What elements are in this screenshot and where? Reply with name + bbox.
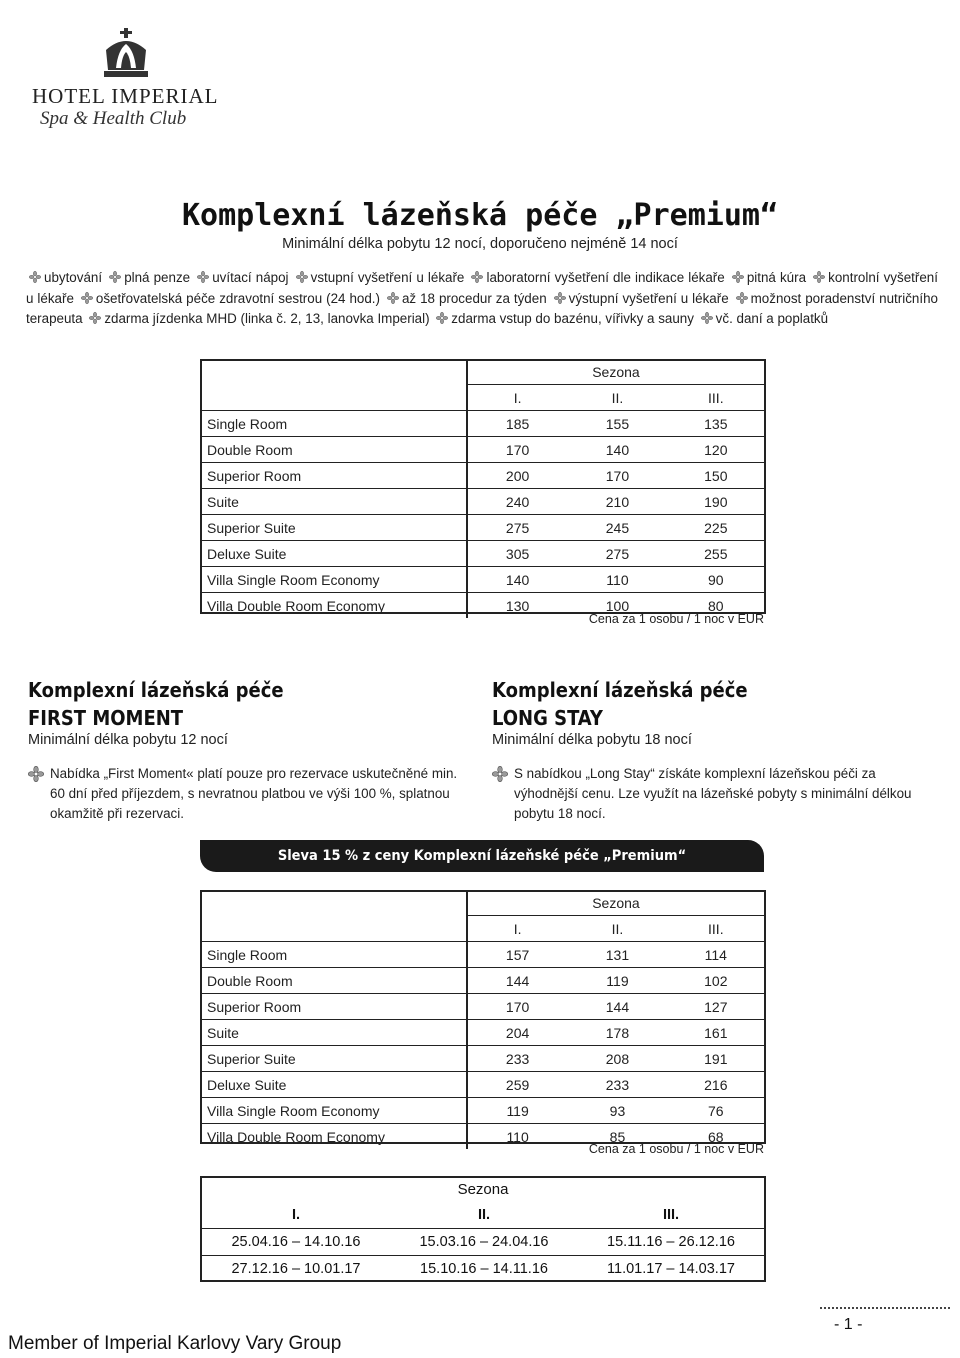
feature-item: plná penze (124, 270, 191, 285)
seasons-table-label: Sezona (457, 1180, 509, 1198)
price-cell: 140 (567, 437, 667, 463)
first-moment-min-stay: Minimální délka pobytu 12 nocí (28, 732, 228, 748)
room-type: Superior Room (202, 994, 467, 1020)
feature-item: vstupní vyšetření u lékaře (310, 270, 465, 285)
flower-bullet-icon (197, 271, 209, 283)
long-stay-text: S nabídkou „Long Stay“ získáte komplexní lázeňskou péči za výhodnější cenu. Lze využít na lázeňské pobyty s minimální délkou pobytu 18 nocí. (514, 766, 912, 821)
long-stay-text-block (492, 764, 937, 824)
feature-item: možnost poradenství nutričního terapeuta (26, 290, 938, 326)
season-date: 11.01.17 – 14.03.17 (607, 1261, 735, 1277)
feature-item: zdarma vstup do bazénu, vířivky a sauny (451, 311, 694, 326)
price-cell: 155 (567, 411, 667, 437)
price-cell: 178 (567, 1020, 667, 1046)
price-cell: 233 (467, 1046, 567, 1072)
price-cell: 130 (505, 597, 530, 614)
logo-brand: HOTEL IMPERIAL (32, 84, 219, 108)
flower-bullet-icon (436, 312, 448, 324)
price-cell: 90 (668, 567, 764, 593)
price-cell: 204 (467, 1020, 567, 1046)
page-number: - 1 - (834, 1316, 863, 1333)
room-type: Villa Double Room Economy (202, 593, 467, 619)
season-date: 15.10.16 – 14.11.16 (420, 1261, 548, 1277)
footer-divider (820, 1307, 950, 1309)
feature-item: vč. daní a poplatků (715, 311, 829, 326)
long-stay-heading: Komplexní lázeňská péče (492, 678, 748, 702)
logo-tagline: Spa & Health Club (40, 108, 187, 129)
season-col-2: II. (567, 916, 667, 942)
flower-bullet-icon (29, 271, 41, 283)
flower-bullet-icon (736, 292, 748, 304)
feature-item: kontrolní vyšetření u lékaře (26, 270, 938, 306)
price-cell: 170 (467, 994, 567, 1020)
price-cell: 150 (668, 463, 764, 489)
price-note: Cena za 1 osobu / 1 noc v EUR (588, 612, 764, 626)
price-cell: 110 (506, 1128, 529, 1145)
room-type: Single Room (202, 411, 467, 437)
season-col-1: I. (467, 385, 567, 411)
first-moment-heading: Komplexní lázeňská péče (28, 678, 284, 702)
price-cell: 245 (567, 515, 667, 541)
flower-bullet-icon (554, 292, 566, 304)
long-stay-min-stay: Minimální délka pobytu 18 nocí (492, 732, 692, 748)
room-type: Deluxe Suite (202, 1072, 467, 1098)
season-header-2: II. (477, 1207, 491, 1223)
price-cell: 208 (567, 1046, 667, 1072)
season-col-3: III. (668, 385, 764, 411)
price-cell: 68 (708, 1128, 724, 1145)
feature-item: laboratorní vyšetření dle indikace lékaře (486, 270, 725, 285)
price-cell: 161 (668, 1020, 764, 1046)
feature-item: až 18 procedur za týden (401, 290, 547, 306)
room-type: Single Room (202, 942, 467, 968)
first-moment-text: Nabídka „First Moment« platí pouze pro rezervace uskutečněné min. 60 dní před příjezdem, s nevratnou platbou ve výši 100 %, splatnou okamžitě při rezervaci. (50, 766, 458, 821)
hotel-logo (30, 28, 220, 138)
season-header: Sezona (467, 890, 764, 916)
footer-member: Member of Imperial Karlovy Vary Group (8, 1333, 342, 1354)
flower-icon (28, 766, 44, 782)
price-cell: 140 (467, 567, 567, 593)
feature-item: uvítací nápoj (212, 270, 289, 285)
price-cell: 216 (668, 1072, 764, 1098)
flower-bullet-icon (813, 271, 825, 283)
table-row (202, 968, 764, 994)
first-moment-section (28, 676, 468, 748)
price-cell: 110 (567, 567, 667, 593)
table-row (202, 567, 764, 593)
room-type: Superior Room (202, 463, 467, 489)
room-type: Villa Single Room Economy (202, 1098, 467, 1124)
first-moment-name: FIRST MOMENT (28, 706, 184, 730)
price-cell: 200 (467, 463, 567, 489)
price-cell: 131 (567, 942, 667, 968)
price-cell: 255 (668, 541, 764, 567)
table-row (202, 1020, 764, 1046)
season-date: 15.03.16 – 24.04.16 (419, 1234, 549, 1250)
season-col-2: II. (567, 385, 667, 411)
room-type: Suite (202, 1020, 467, 1046)
price-cell: 185 (467, 411, 567, 437)
price-cell: 144 (567, 994, 667, 1020)
price-cell: 259 (467, 1072, 567, 1098)
season-header-3: III. (662, 1207, 680, 1223)
price-cell: 93 (567, 1098, 667, 1124)
price-cell: 305 (467, 541, 567, 567)
long-stay-section (492, 676, 932, 748)
price-cell: 135 (668, 411, 764, 437)
flower-bullet-icon (89, 312, 101, 324)
season-date: 25.04.16 – 14.10.16 (231, 1234, 361, 1250)
price-cell: 170 (467, 437, 567, 463)
season-header: Sezona (467, 359, 764, 385)
long-stay-name: LONG STAY (492, 706, 603, 730)
price-cell: 102 (668, 968, 764, 994)
flower-bullet-icon (109, 271, 121, 283)
table-row (202, 1046, 764, 1072)
flower-bullet-icon (701, 312, 713, 324)
flower-bullet-icon (296, 271, 308, 283)
room-type: Double Room (202, 968, 467, 994)
features-list (26, 268, 938, 330)
price-cell: 119 (467, 1098, 567, 1124)
season-col-1: I. (467, 916, 567, 942)
price-cell: 114 (668, 942, 764, 968)
price-cell: 100 (605, 597, 630, 614)
price-cell: 144 (467, 968, 567, 994)
room-type: Double Room (202, 437, 467, 463)
page-title: Komplexní lázeňská péče „Premium“ (181, 198, 779, 233)
price-cell: 80 (708, 597, 724, 614)
crown-icon (100, 28, 152, 82)
season-col-3: III. (668, 916, 764, 942)
price-table-discount (202, 890, 764, 1149)
discount-banner: Sleva 15 % z ceny Komplexní lázeňské péče „Premium“ (200, 840, 764, 872)
room-type: Superior Suite (202, 515, 467, 541)
price-cell: 225 (668, 515, 764, 541)
price-cell: 157 (467, 942, 567, 968)
price-cell: 240 (467, 489, 567, 515)
price-cell: 190 (668, 489, 764, 515)
table-row (202, 541, 764, 567)
flower-bullet-icon (471, 271, 483, 283)
first-moment-text-block (28, 764, 473, 824)
price-cell: 76 (668, 1098, 764, 1124)
price-cell: 127 (668, 994, 764, 1020)
room-type: Suite (202, 489, 467, 515)
room-type: Villa Double Room Economy (202, 1124, 467, 1150)
season-header-1: I. (291, 1207, 301, 1223)
price-cell: 119 (567, 968, 667, 994)
table-row (202, 463, 764, 489)
season-date: 27.12.16 – 10.01.17 (231, 1261, 361, 1277)
price-cell: 170 (567, 463, 667, 489)
room-type: Deluxe Suite (202, 541, 467, 567)
room-type: Superior Suite (202, 1046, 467, 1072)
table-row (202, 489, 764, 515)
room-type: Villa Single Room Economy (202, 567, 467, 593)
feature-item: zdarma jízdenka MHD (linka č. 2, 13, lanovka Imperial) (104, 311, 430, 326)
table-row (202, 411, 764, 437)
price-cell: 233 (567, 1072, 667, 1098)
season-date: 15.11.16 – 26.12.16 (607, 1234, 735, 1250)
price-cell: 85 (609, 1128, 626, 1145)
price-note: Cena za 1 osobu / 1 noc v EUR (588, 1142, 764, 1156)
seasons-table (202, 1176, 764, 1282)
price-table-premium (202, 359, 764, 618)
flower-bullet-icon (732, 271, 744, 283)
table-row (202, 1098, 764, 1124)
page-subtitle: Minimální délka pobytu 12 nocí, doporučeno nejméně 14 nocí (282, 236, 678, 252)
price-cell: 275 (567, 541, 667, 567)
price-cell: 120 (668, 437, 764, 463)
feature-item: výstupní vyšetření u lékaře (568, 290, 729, 306)
table-row (202, 942, 764, 968)
price-cell: 191 (668, 1046, 764, 1072)
table-row (202, 437, 764, 463)
flower-icon (492, 766, 508, 782)
feature-item: pitná kúra (746, 270, 807, 285)
feature-item: ošetřovatelská péče zdravotní sestrou (24 hod.) (95, 290, 380, 306)
table-row (202, 994, 764, 1020)
flower-bullet-icon (81, 292, 93, 304)
feature-item: ubytování (44, 270, 103, 285)
table-row (202, 1072, 764, 1098)
table-row (202, 515, 764, 541)
price-cell: 210 (567, 489, 667, 515)
flower-bullet-icon (387, 292, 399, 304)
price-cell: 275 (467, 515, 567, 541)
